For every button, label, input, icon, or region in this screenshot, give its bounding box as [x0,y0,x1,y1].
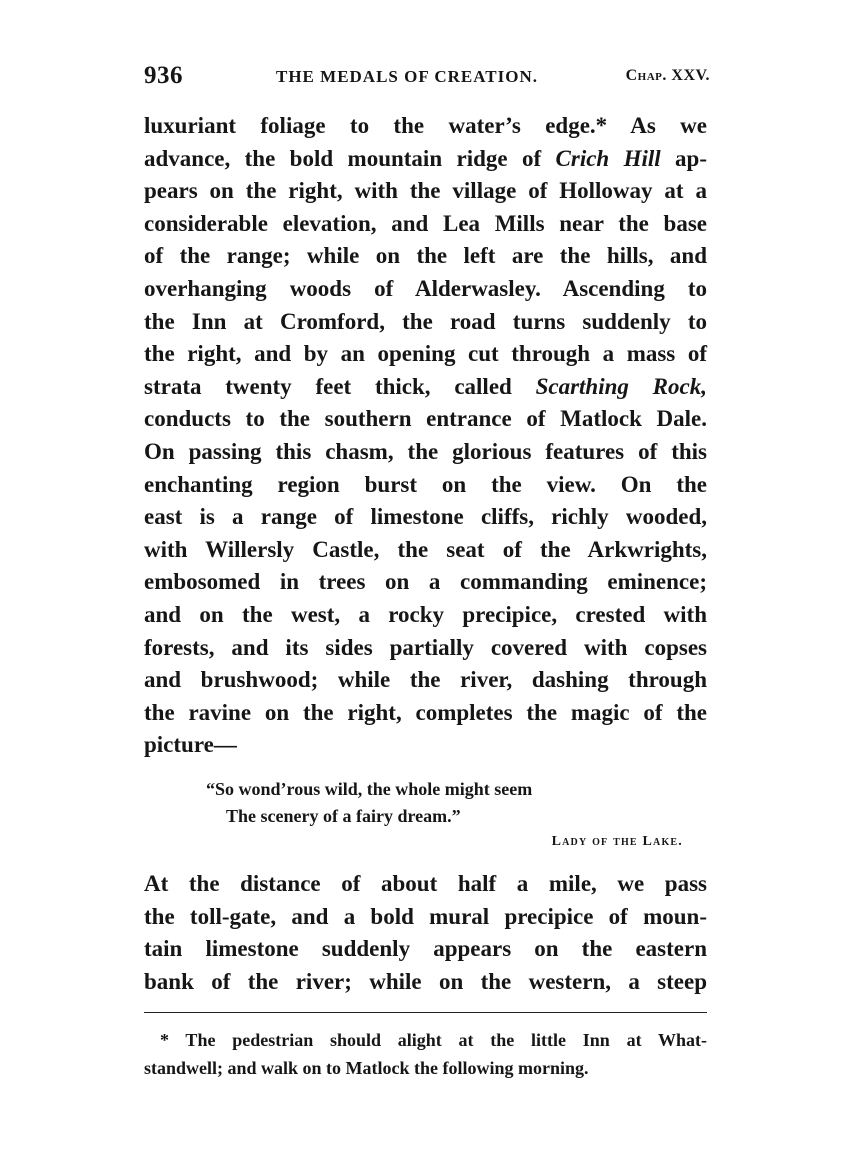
text-line: pears on the right, with the village of Holloway at a [144,178,707,204]
paragraph-1 [144,110,707,762]
text-line [144,371,707,404]
footnote [144,1026,707,1082]
verse-line: The scenery of a fairy dream.” [226,806,461,826]
text-line: overhanging woods of Alderwasley. Ascending to [144,275,707,301]
footnote-line: * The pedestrian should alight at the little Inn at What- [160,1030,707,1050]
text-line: with Willersly Castle, the seat of the Arkwrights, [144,536,707,562]
place-name-crich-hill: Crich Hill [555,145,661,171]
text-line: enchanting region burst on the view. On the [144,471,707,497]
page-number: 936 [144,62,183,89]
footnote-line: standwell; and walk on to Matlock the following morning. [144,1058,589,1078]
text-line: tain limestone suddenly appears on the eastern [144,936,707,962]
text-line [144,143,707,176]
paragraph-2 [144,868,707,998]
text-line: the right, and by an opening cut through a mass of [144,341,707,367]
place-name-scarthing-rock: Scarthing Rock, [535,373,707,399]
text-line: bank of the river; while on the western, a steep [144,968,707,994]
text-fragment: ap- [660,145,707,171]
running-header [144,62,710,88]
text-line: forests, and its sides partially covered with copses [144,634,707,660]
text-line: picture— [144,732,237,758]
verse-line: “So wond’rous wild, the whole might seem [206,779,533,799]
text-line: At the distance of about half a mile, we pass [144,871,707,896]
text-fragment: advance, the bold mountain ridge of [144,145,556,171]
text-line: conducts to the southern entrance of Matlock Dale. [144,406,707,432]
text-line: luxuriant foliage to the water’s edge.* As we [144,113,707,138]
text-line: the Inn at Cromford, the road turns suddenly to [144,308,707,334]
text-line: the ravine on the right, completes the magic of the [144,699,707,725]
text-line: On passing this chasm, the glorious features of this [144,438,707,464]
text-line: embosomed in trees on a commanding eminence; [144,569,707,595]
running-title: THE MEDALS OF CREATION. [276,67,538,86]
quote-attribution: Lady of the Lake. [551,834,683,849]
text-line: the toll-gate, and a bold mural precipice of moun- [144,903,707,929]
text-line: east is a range of limestone cliffs, richly wooded, [144,504,707,530]
footnote-divider [144,1012,707,1013]
text-line: and brushwood; while the river, dashing through [144,667,707,693]
text-fragment: strata twenty feet thick, called [144,373,536,399]
chapter-label: Chap. XXV. [625,67,710,84]
text-line: of the range; while on the left are the hills, and [144,243,707,269]
text-line: and on the west, a rocky precipice, crested with [144,601,707,627]
text-line: considerable elevation, and Lea Mills near the base [144,210,707,236]
verse-quotation [206,776,686,830]
